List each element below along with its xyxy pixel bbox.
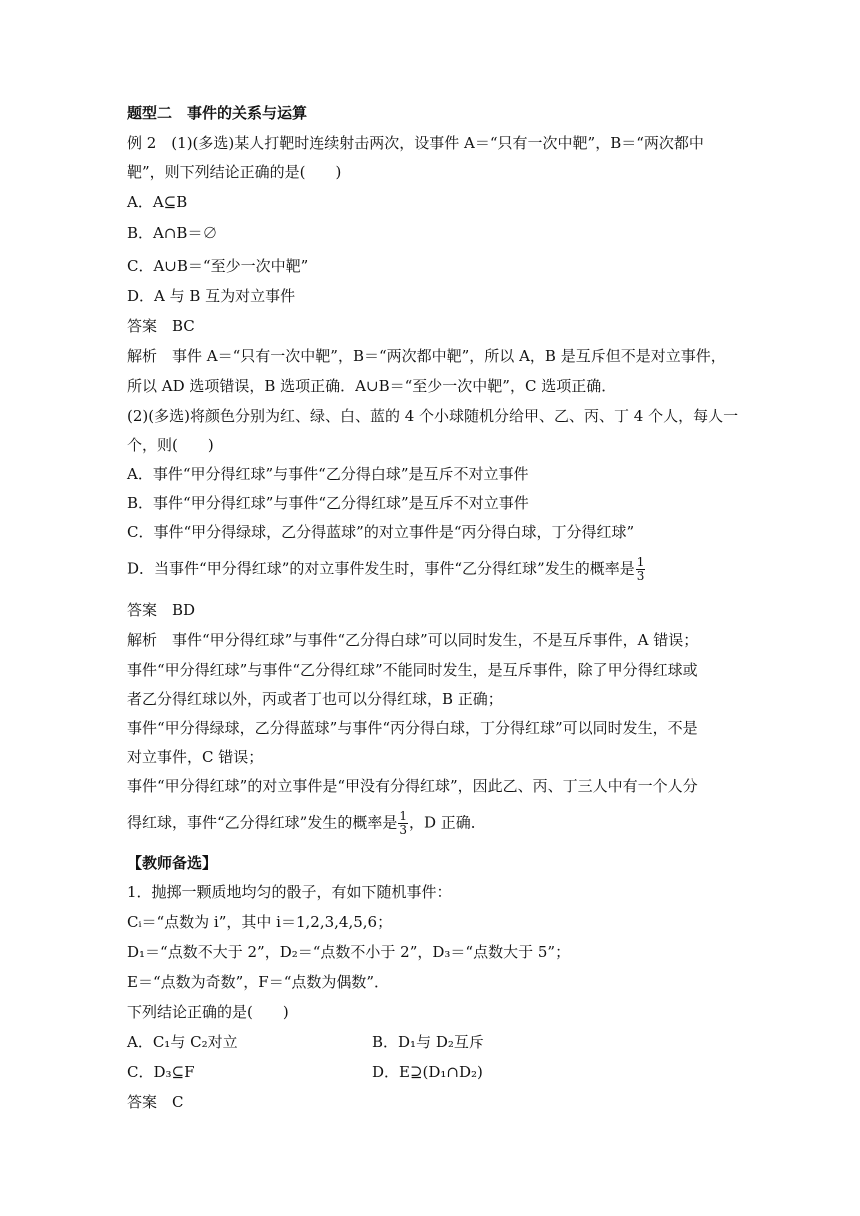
example2-q1-answer: 答案 BC xyxy=(127,317,195,335)
example2-q2-option-d xyxy=(127,556,739,583)
example2-q1-analysis-line2: 所以 AD 选项错误，B 选项正确．A∪B＝“至少一次中靶”，C 选项正确． xyxy=(127,377,617,395)
teacher-option-a: A．C₁与 C₂对立 xyxy=(127,1033,238,1051)
example2-q2-option-a: A．事件“甲分得红球”与事件“乙分得白球”是互斥不对立事件 xyxy=(127,465,529,483)
option-d-text: D．当事件“甲分得红球”的对立事件发生时，事件“乙分得红球”发生的概率是 xyxy=(127,559,635,578)
example2-q1-option-c: C．A∪B＝“至少一次中靶” xyxy=(127,257,309,275)
example2-q2-analysis-line2: 事件“甲分得红球”与事件“乙分得红球”不能同时发生，是互斥事件，除了甲分得红球或 xyxy=(127,661,698,679)
example2-q2-line1: (2)(多选)将颜色分别为红、绿、白、蓝的 4 个小球随机分给甲、乙、丙、丁 4 个人，每人一 xyxy=(127,407,739,425)
fraction-one-third: $\frac{1}{3}$ xyxy=(636,555,645,583)
section-title: 题型二 事件的关系与运算 xyxy=(127,104,308,122)
analysis-line7-end: ，D 正确． xyxy=(408,813,486,832)
example2-q1-line2: 靶”，则下列结论正确的是( ) xyxy=(127,163,342,181)
teacher-q-line2: Cᵢ＝“点数为 i”，其中 i＝1,2,3,4,5,6； xyxy=(127,913,393,931)
teacher-option-b: B．D₁与 D₂互斥 xyxy=(372,1033,484,1051)
fraction-one-third-2: $\frac{1}{3}$ xyxy=(399,809,407,837)
example2-q2-answer: 答案 BD xyxy=(127,601,196,619)
teacher-option-d: D．E⊇(D₁∩D₂) xyxy=(372,1063,483,1081)
example2-q2-option-c: C．事件“甲分得绿球，乙分得蓝球”的对立事件是“丙分得白球，丁分得红球” xyxy=(127,523,635,541)
example2-q2-analysis-line1: 解析 事件“甲分得红球”与事件“乙分得白球”可以同时发生，不是互斥事件，A 错误； xyxy=(127,631,699,649)
teacher-backup-header: 【教师备选】 xyxy=(127,854,218,872)
teacher-options-row1 xyxy=(127,1032,739,1052)
teacher-q-line5: 下列结论正确的是( ) xyxy=(127,1003,289,1021)
example2-q1-analysis-line1: 解析 事件 A＝“只有一次中靶”，B＝“两次都中靶”，所以 A，B 是互斥但不是对立事件， xyxy=(127,347,726,365)
example2-q1-option-b: B．A∩B＝∅ xyxy=(127,224,218,242)
example2-q2-analysis-line4: 事件“甲分得绿球，乙分得蓝球”与事件“丙分得白球，丁分得红球”可以同时发生，不是 xyxy=(127,719,698,737)
example2-q2-analysis-line3: 者乙分得红球以外，丙或者丁也可以分得红球，B 正确； xyxy=(127,690,503,708)
teacher-q-line3: D₁＝“点数不大于 2”，D₂＝“点数不小于 2”，D₃＝“点数大于 5”； xyxy=(127,943,571,961)
teacher-answer: 答案 C xyxy=(127,1093,184,1111)
teacher-q-line4: E＝“点数为奇数”，F＝“点数为偶数”． xyxy=(127,973,390,991)
example2-q2-analysis-line6: 事件“甲分得红球”的对立事件是“甲没有分得红球”，因此乙、丙、丁三人中有一个人分 xyxy=(127,777,698,795)
example2-q1-option-d: D．A 与 B 互为对立事件 xyxy=(127,287,296,305)
example2-q2-analysis-line7 xyxy=(127,810,739,837)
example2-q1-option-a: A．A⊆B xyxy=(127,193,188,211)
example2-q2-line2: 个，则( ) xyxy=(127,436,214,454)
teacher-options-row2 xyxy=(127,1062,739,1082)
example2-q2-option-b: B．事件“甲分得红球”与事件“乙分得红球”是互斥不对立事件 xyxy=(127,494,529,512)
teacher-q-line1: 1．抛掷一颗质地均匀的骰子，有如下随机事件： xyxy=(127,883,452,901)
example2-q2-analysis-line5: 对立事件，C 错误； xyxy=(127,748,264,766)
teacher-option-c: C．D₃⊆F xyxy=(127,1063,195,1081)
analysis-line7-text: 得红球，事件“乙分得红球”发生的概率是 xyxy=(127,813,398,832)
example2-q1-line1: 例 2 (1)(多选)某人打靶时连续射击两次，设事件 A＝“只有一次中靶”，B＝“两次都中 xyxy=(127,134,704,152)
